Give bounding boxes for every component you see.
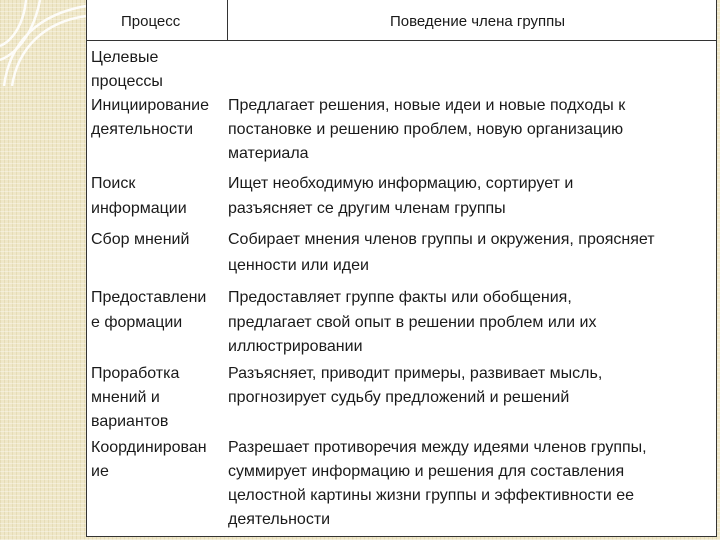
process-behavior-table <box>86 0 717 537</box>
behavior-cell-line: материала <box>228 145 309 162</box>
behavior-cell-line: постановке и решению проблем, новую организацию <box>228 121 624 138</box>
process-cell-line: Поиск <box>91 175 136 192</box>
behavior-cell-line: Разъясняет, приводит примеры, развивает мысль, <box>228 365 603 382</box>
behavior-cell-line: предлагает свой опыт в решении проблем или их <box>228 314 597 331</box>
behavior-cell-line: Собирает мнения членов группы и окружения, проясняет <box>228 231 655 248</box>
header-behavior-label: Поведение члена группы <box>390 13 566 30</box>
behavior-cell-line: разъясняет се другим членам группы <box>228 200 506 217</box>
behavior-cell-line: Ищет необходимую информацию, сортирует и <box>228 175 574 192</box>
table-row <box>87 282 716 360</box>
table-row <box>87 42 716 90</box>
behavior-cell-line: целостной картины жизни группы и эффективности ее <box>228 487 635 504</box>
process-cell-line: Координирован <box>91 439 207 456</box>
behavior-cell-line: суммирует информацию и решения для составления <box>228 463 625 480</box>
decorative-swirl <box>0 0 88 90</box>
behavior-cell-line: Предоставляет группе факты или обобщения, <box>228 289 572 306</box>
process-cell-line: процессы <box>91 73 163 90</box>
process-cell-line: мнений и <box>91 389 160 406</box>
table-row <box>87 166 716 224</box>
table-row <box>87 224 716 282</box>
behavior-cell-line: иллюстрировании <box>228 338 363 355</box>
process-cell-line: Сбор мнений <box>91 231 190 248</box>
process-cell-line: Проработка <box>91 365 180 382</box>
process-cell-line: ие <box>91 463 109 480</box>
process-cell-line: информации <box>91 200 187 217</box>
header-process-label: Процесс <box>121 13 181 30</box>
header-process-cell <box>87 0 228 40</box>
process-cell-line: е формации <box>91 314 183 331</box>
process-cell-line: деятельности <box>91 121 194 138</box>
behavior-cell-line: прогнозирует судьбу предложений и решений <box>228 389 570 406</box>
behavior-cell-line: Предлагает решения, новые идеи и новые подходы к <box>228 97 626 114</box>
process-cell-line: Целевые <box>91 49 159 66</box>
behavior-cell-line: деятельности <box>228 511 331 528</box>
behavior-cell-line: ценности или идеи <box>228 257 369 274</box>
table-header <box>87 0 716 41</box>
table-row <box>87 90 716 166</box>
process-cell-line: вариантов <box>91 413 169 430</box>
table-row <box>87 434 716 534</box>
process-cell-line: Предоставлени <box>91 289 207 306</box>
behavior-cell-line: Разрешает противоречия между идеями членов группы, <box>228 439 647 456</box>
table-row <box>87 360 716 434</box>
process-cell-line: Инициирование <box>91 97 209 114</box>
